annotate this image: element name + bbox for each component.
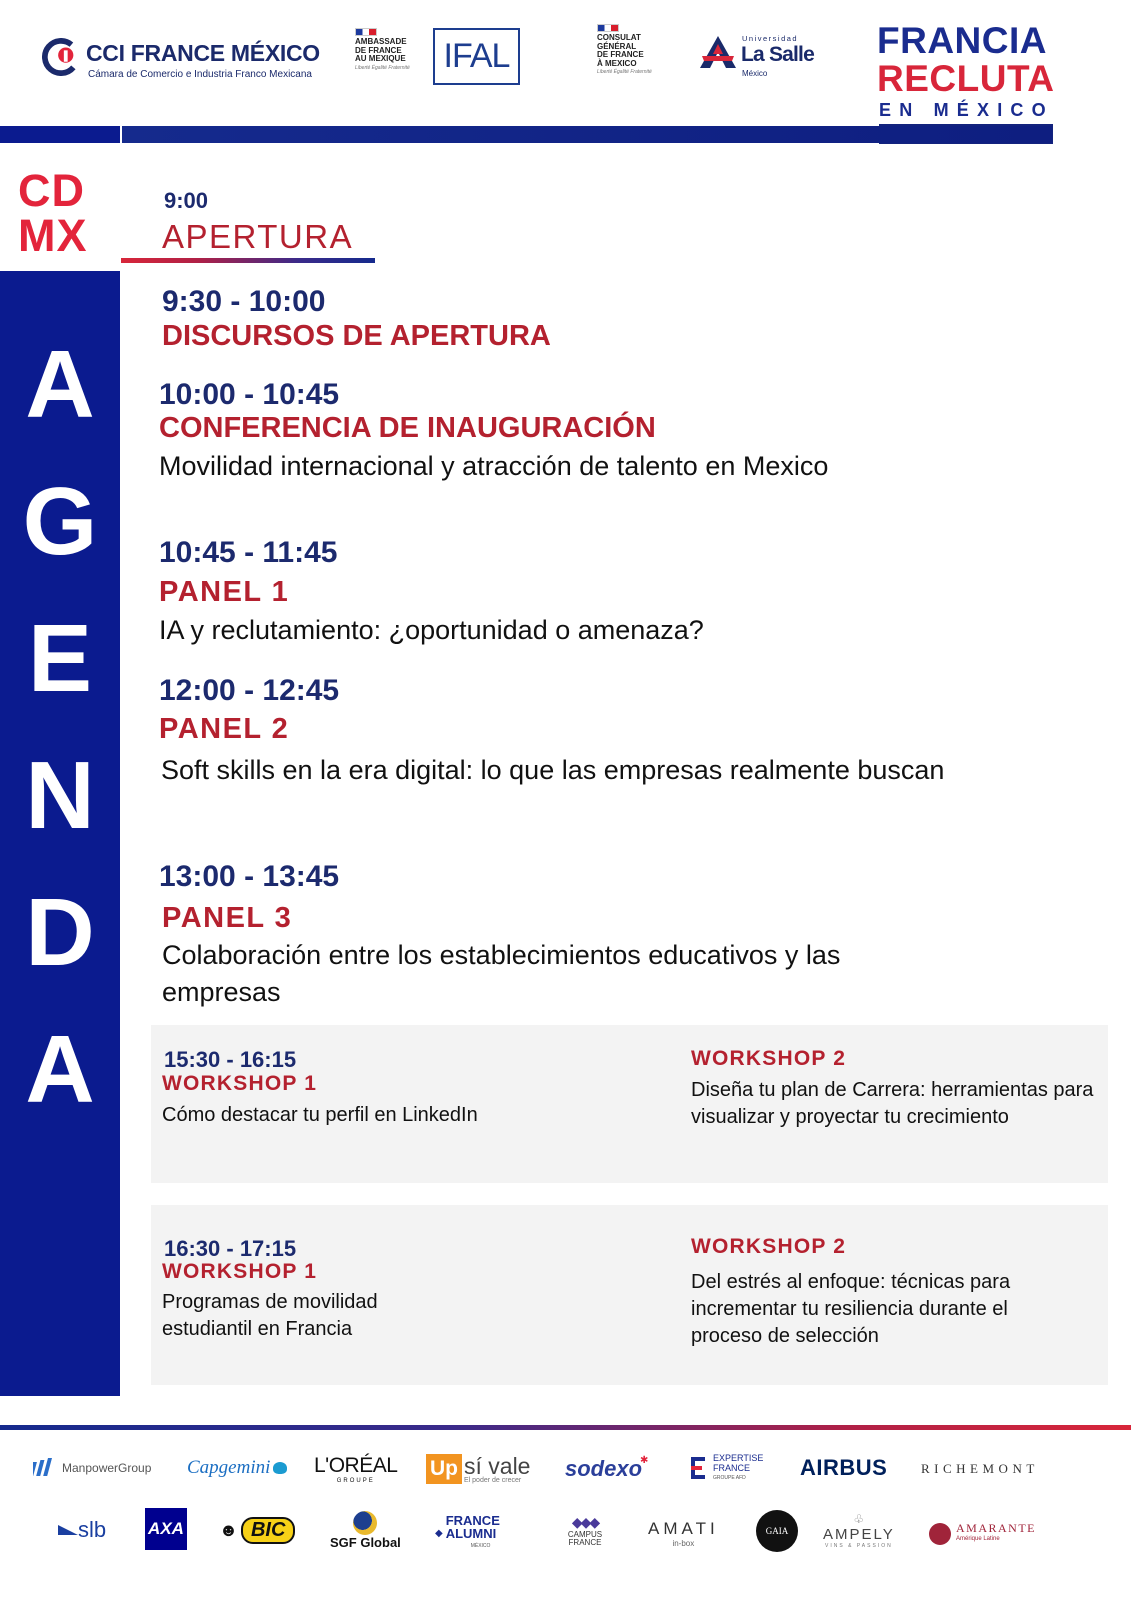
amati-logo <box>648 1517 719 1549</box>
alumni-diamond-icon: ◆ <box>435 1527 443 1539</box>
sponsor-name: CAMPUS FRANCE <box>567 1529 603 1547</box>
sponsor-name: FRANCE ALUMNI <box>445 1512 500 1541</box>
sponsor-sub: GROUPE <box>336 1478 375 1484</box>
panel3-time: 13:00 - 13:45 <box>159 860 340 893</box>
agenda-letter: D <box>25 879 95 986</box>
sponsor-name: sodexo <box>565 1456 643 1481</box>
cci-france-mexico-logo <box>42 36 332 86</box>
ambassade-logo <box>355 28 417 71</box>
cci-title: CCI FRANCE MÉXICO <box>86 40 320 66</box>
bic-logo <box>219 1515 295 1545</box>
panel3-description: Colaboración entre los establecimientos educativos y las empresas <box>162 940 841 1007</box>
la-salle-logo <box>698 32 828 80</box>
conferencia-label: CONFERENCIA DE INAUGURACIÓN <box>159 412 656 444</box>
consulat-line: DE FRANCE <box>597 50 644 59</box>
manpowergroup-logo <box>33 1454 151 1482</box>
ambassade-line: DE FRANCE <box>355 45 402 55</box>
axa-logo <box>145 1508 187 1550</box>
sgf-globe-icon <box>353 1511 377 1535</box>
bic-boy-icon: ☻ <box>219 1519 238 1540</box>
consulat-line: CONSULAT <box>597 33 641 42</box>
city-label <box>18 165 94 261</box>
cci-logo-icon <box>42 38 80 76</box>
sponsor-name: AXA <box>148 1519 184 1538</box>
workshop2-label: WORKSHOP 2 <box>691 1235 847 1258</box>
sponsor-name: AMARANTE <box>956 1521 1036 1535</box>
amarante-logo <box>929 1518 1036 1550</box>
sponsor-name: slb <box>78 1517 107 1542</box>
agenda-letter: A <box>25 331 95 438</box>
la-salle-university: Universidad <box>742 34 799 43</box>
sponsor-name: Capgemini <box>187 1457 271 1478</box>
sgf-global-logo <box>330 1507 401 1553</box>
sponsor-name: Up <box>426 1454 462 1484</box>
cci-subtitle: Cámara de Comercio e Industria Franco Mexicana <box>88 69 312 80</box>
ambassade-motto: Liberté Égalité Fraternité <box>355 64 410 71</box>
sponsor-name: GAIA <box>765 1526 789 1536</box>
sponsor-name: BIC <box>241 1517 295 1544</box>
ampely-grape-icon: ♧ <box>853 1511 865 1526</box>
ambassade-line: AU MEXIQUE <box>355 54 406 63</box>
panel1-label: PANEL 1 <box>159 576 290 608</box>
expertise-france-logo <box>689 1452 773 1484</box>
sponsor-name: AMATI <box>648 1518 719 1538</box>
conferencia-description: Movilidad internacional y atracción de talento en Mexico <box>159 451 829 481</box>
workshop1-label: WORKSHOP 1 <box>162 1072 318 1095</box>
apertura-underline <box>121 258 375 263</box>
city-line2: MX <box>18 210 88 261</box>
workshop2-description: Del estrés al enfoque: técnicas para incrementar tu resiliencia durante el proceso de selección <box>691 1271 1011 1347</box>
workshop1-label: WORKSHOP 1 <box>162 1260 318 1283</box>
agenda-letter: N <box>25 742 95 849</box>
sodexo-star-icon: ✱ <box>640 1454 649 1466</box>
ifal-logo <box>433 28 520 85</box>
top-bar <box>120 126 1052 143</box>
workshop2-description: Diseña tu plan de Carrera: herramientas para visualizar y proyectar tu crecimiento <box>691 1079 1094 1128</box>
apertura-time: 9:00 <box>164 188 209 213</box>
workshop2-label: WORKSHOP 2 <box>691 1047 847 1070</box>
sponsor-name: AIRBUS <box>800 1455 888 1480</box>
la-salle-city: México <box>742 69 768 78</box>
event-logo-line3: EN MÉXICO <box>879 100 1054 120</box>
panel2-time: 12:00 - 12:45 <box>159 674 340 707</box>
french-flag-icon <box>597 24 619 32</box>
agenda-letter: A <box>25 1016 95 1123</box>
sponsor-name: AMPELY <box>823 1525 895 1543</box>
sponsor-sub: Amérique Latine <box>956 1536 1000 1542</box>
discursos-time: 9:30 - 10:00 <box>162 285 326 318</box>
workshop1-description: Programas de movilidad estudiantil en Francia <box>162 1291 378 1340</box>
manpower-icon <box>33 1458 59 1478</box>
sponsor-sub: VINS & PASSION <box>825 1542 893 1549</box>
consulat-line: GÉNÉRAL <box>597 41 637 51</box>
sponsor-sub: El poder de crecer <box>464 1476 522 1484</box>
sponsor-sub: GROUPE AFD <box>713 1475 746 1481</box>
loreal-logo <box>314 1452 397 1486</box>
consulat-line: À MEXICO <box>597 58 637 68</box>
la-salle-name: La Salle <box>741 43 814 66</box>
gaia-logo <box>756 1510 798 1552</box>
agenda-vertical-title <box>0 330 120 1152</box>
campus-france-logo <box>562 1508 608 1552</box>
workshop-block1-time: 15:30 - 16:15 <box>164 1047 297 1072</box>
panel3-label: PANEL 3 <box>162 902 293 934</box>
panel2-description: Soft skills en la era digital: lo que las empresas realmente buscan <box>161 755 945 785</box>
richemont-logo <box>921 1458 1039 1480</box>
slb-swoosh-icon <box>58 1523 80 1537</box>
event-logo-line1: FRANCIA <box>877 20 1047 61</box>
amarante-flower-icon <box>929 1523 951 1545</box>
sponsor-sub: MÉXICO <box>470 1542 491 1549</box>
sponsor-name: RICHEMONT <box>921 1461 1039 1476</box>
apertura-label: APERTURA <box>162 218 354 255</box>
sponsor-name: L'ORÉAL <box>314 1454 398 1477</box>
consulat-logo <box>597 24 657 76</box>
sponsor-name: EXPERTISE FRANCE <box>713 1453 764 1473</box>
panel2-label: PANEL 2 <box>159 713 290 745</box>
ambassade-line: AMBASSADE <box>355 37 407 46</box>
sponsor-name: sí vale <box>464 1452 531 1479</box>
capgemini-spade-icon <box>273 1462 287 1474</box>
capgemini-logo <box>187 1454 287 1482</box>
slb-logo <box>58 1515 106 1545</box>
sodexo-logo <box>565 1454 648 1484</box>
footer-divider <box>0 1425 1131 1430</box>
workshop-block2-time: 16:30 - 17:15 <box>164 1236 297 1261</box>
panel1-description: IA y reclutamiento: ¿oportunidad o amenaza? <box>159 615 704 645</box>
ampely-logo <box>823 1508 895 1552</box>
expertise-france-icon <box>689 1455 707 1481</box>
sponsor-name: ManpowerGroup <box>62 1461 152 1475</box>
la-salle-star-icon <box>698 34 738 70</box>
agenda-letter: E <box>27 605 93 712</box>
sponsor-name: SGF Global <box>330 1534 401 1550</box>
event-logo-line2: RECLUTA <box>877 58 1055 99</box>
workshop1-description: Cómo destacar tu perfil en LinkedIn <box>162 1104 478 1126</box>
conferencia-time: 10:00 - 10:45 <box>159 378 340 411</box>
workshop-block-2 <box>151 1205 1108 1385</box>
campus-france-icon: ◆◆◆ <box>571 1513 599 1530</box>
french-flag-icon <box>355 28 377 36</box>
consulat-motto: Liberté Égalité Fraternité <box>597 69 652 75</box>
agenda-letter: G <box>22 468 98 575</box>
sponsor-sub: in-box <box>672 1538 695 1548</box>
si-vale-logo <box>426 1450 530 1488</box>
panel1-time: 10:45 - 11:45 <box>159 536 338 569</box>
ifal-text: IFAL <box>443 37 510 75</box>
workshop-block-1 <box>151 1025 1108 1183</box>
france-alumni-logo <box>435 1514 526 1552</box>
discursos-label: DISCURSOS DE APERTURA <box>162 320 551 352</box>
airbus-logo <box>800 1454 887 1482</box>
city-line1: CD <box>18 165 85 216</box>
